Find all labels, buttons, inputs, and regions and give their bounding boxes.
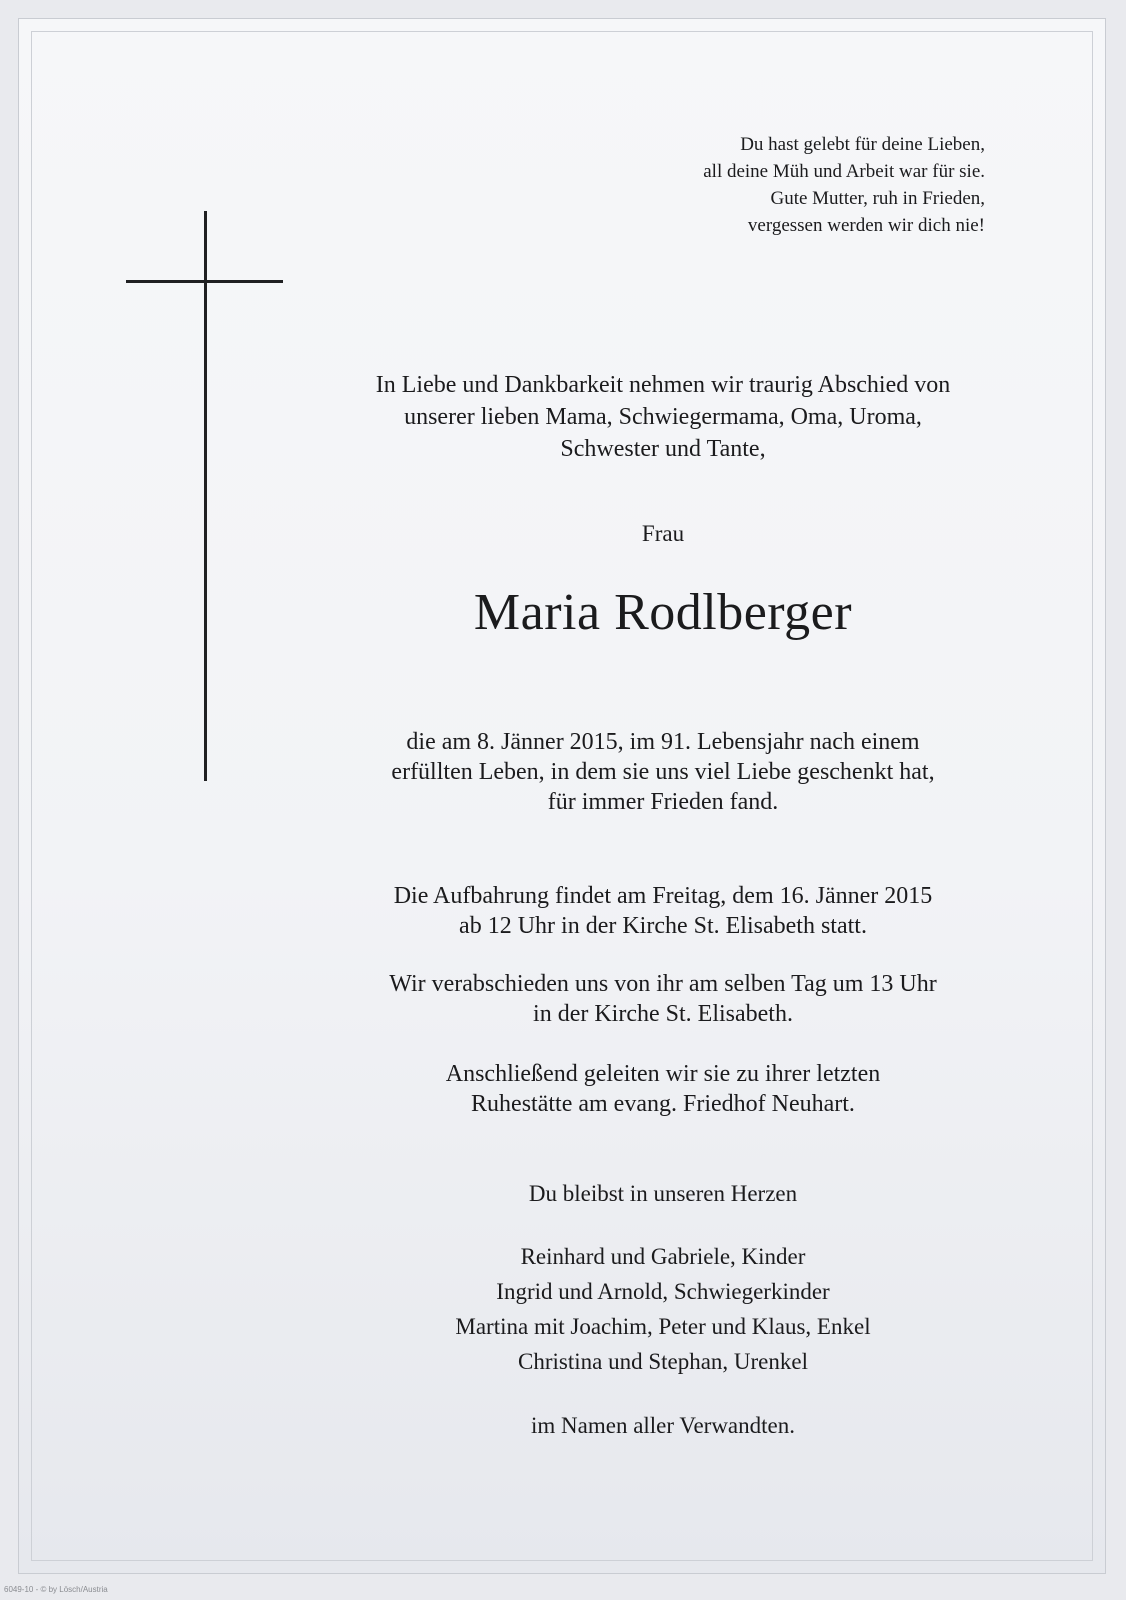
deceased-name: Maria Rodlberger <box>473 584 853 641</box>
intro-line: In Liebe und Dankbarkeit nehmen wir traurig Abschied von <box>375 372 951 398</box>
burial-line: Anschließend geleiten wir sie zu ihrer letzten <box>445 1061 881 1087</box>
mourner-line: Reinhard und Gabriele, Kinder <box>520 1244 806 1269</box>
farewell-line: Wir verabschieden uns von ihr am selben Tag um 13 Uhr <box>389 971 937 997</box>
viewing-line: ab 12 Uhr in der Kirche St. Elisabeth statt. <box>459 913 867 939</box>
cross-vertical-beam <box>204 211 207 781</box>
passing-line: erfüllten Leben, in dem sie uns viel Liebe geschenkt hat, <box>391 759 935 785</box>
poem-line: Gute Mutter, ruh in Frieden, <box>770 188 985 209</box>
closing-phrase: Du bleibst in unseren Herzen <box>528 1181 798 1206</box>
intro-line: Schwester und Tante, <box>560 436 766 462</box>
farewell-info <box>319 969 1007 1029</box>
memorial-poem <box>703 131 985 239</box>
burial-line: Ruhestätte am evang. Friedhof Neuhart. <box>471 1091 855 1117</box>
viewing-line: Die Aufbahrung findet am Freitag, dem 16. Jänner 2015 <box>393 883 933 909</box>
poem-line: vergessen werden wir dich nie! <box>747 215 985 236</box>
cross-horizontal-beam <box>126 280 283 283</box>
mourner-line: Ingrid und Arnold, Schwiegerkinder <box>496 1279 830 1304</box>
passing-line: für immer Frieden fand. <box>547 789 779 815</box>
viewing-info <box>319 881 1007 941</box>
salutation: Frau <box>641 521 685 546</box>
print-code: 6049-10 - © by Lösch/Austria <box>4 1585 108 1594</box>
burial-info <box>319 1059 1007 1119</box>
obituary-sheet <box>18 18 1106 1574</box>
mourner-line: Martina mit Joachim, Peter und Klaus, Enkel <box>455 1314 871 1339</box>
poem-line: Du hast gelebt für deine Lieben, <box>740 134 985 155</box>
mourners-list <box>319 1239 1007 1379</box>
intro-text <box>319 369 1007 465</box>
poem-line: all deine Müh und Arbeit war für sie. <box>703 161 985 182</box>
passing-text <box>319 727 1007 817</box>
passing-line: die am 8. Jänner 2015, im 91. Lebensjahr nach einem <box>406 729 920 755</box>
intro-line: unserer lieben Mama, Schwiegermama, Oma, Uroma, <box>404 404 922 430</box>
mourner-line: Christina und Stephan, Urenkel <box>517 1349 808 1374</box>
signoff: im Namen aller Verwandten. <box>531 1413 795 1438</box>
farewell-line: in der Kirche St. Elisabeth. <box>533 1001 793 1027</box>
